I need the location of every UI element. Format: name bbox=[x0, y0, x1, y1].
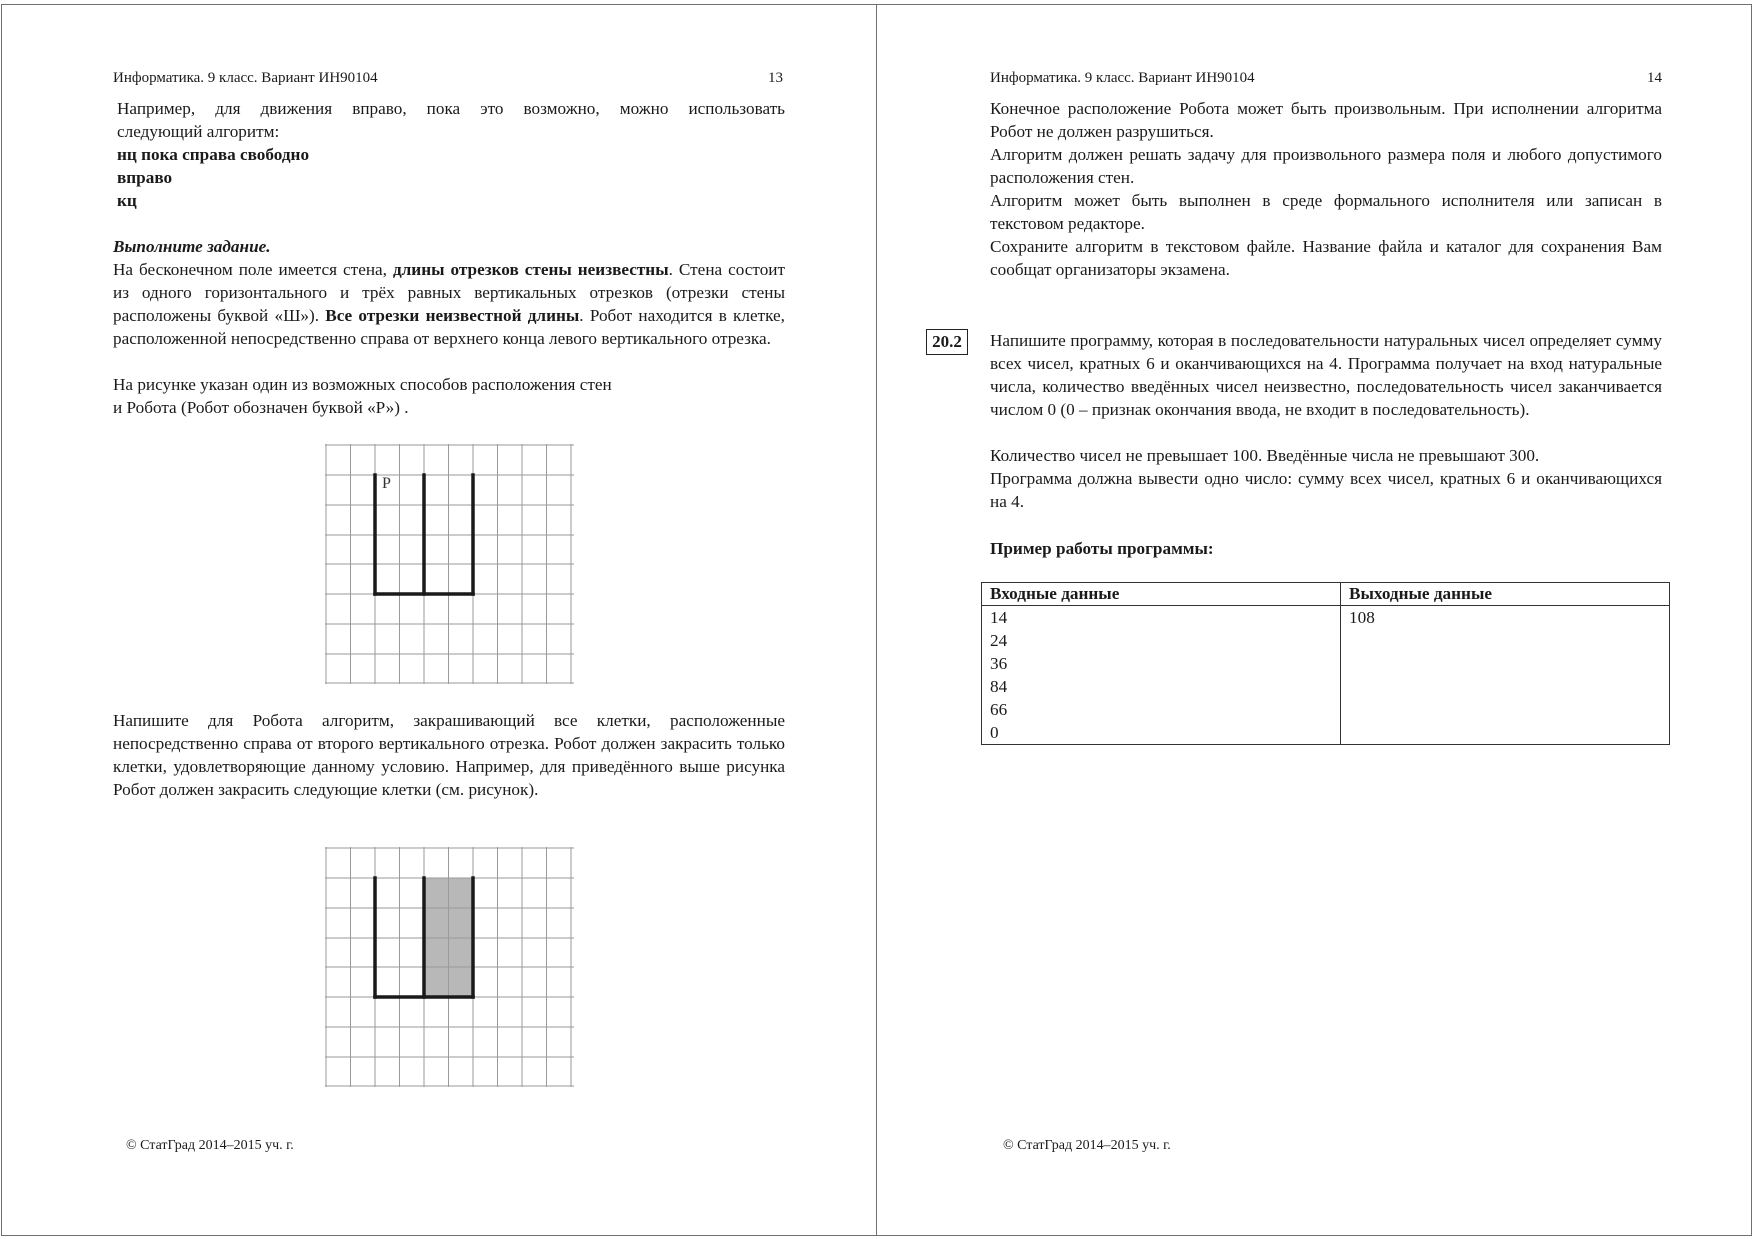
paragraph-1: Конечное расположение Робота может быть произвольным. При исполнении алгоритма Робот не должен разрушиться. bbox=[990, 99, 1662, 141]
task-p1-bold-b: Все отрезки неизвестной длины bbox=[325, 306, 580, 325]
task-paragraph-3: Напишите для Робота алгоритм, закрашивающий все клетки, расположенные непосредственно справа от второго вертикального отрезка. Робот должен закрасить только клетки, удовлетворяющие данному условию. Например, для приведённого выше рисунка Робот должен закрасить следующие клетки (см. рисунок). bbox=[113, 711, 785, 799]
code-line-3: кц bbox=[117, 191, 137, 210]
table-header-row bbox=[982, 583, 1670, 606]
footer-copyright: © СтатГрад 2014–2015 уч. г. bbox=[126, 1138, 294, 1153]
task-paragraph-1: Напишите программу, которая в последовательности натуральных чисел определяет сумму всех чисел, кратных 6 и оканчивающихся на 4. Программа получает на вход натуральные числа, количество введённых чисел неизвестно, последовательность чисел заканчивается числом 0 (0 – признак окончания ввода, не входит в последовательность). bbox=[990, 331, 1662, 419]
code-line-2: вправо bbox=[117, 168, 173, 187]
intro-line-1: Например, для движения вправо, пока это возможно, можно использовать bbox=[117, 99, 785, 118]
table-header-input: Входные данные bbox=[982, 583, 1341, 606]
table-row bbox=[982, 606, 1670, 745]
task-paragraph-2 bbox=[113, 373, 785, 419]
page-number: 13 bbox=[768, 70, 783, 86]
grid-lines bbox=[325, 444, 574, 684]
header-title: Информатика. 9 класс. Вариант ИН90104 bbox=[990, 70, 1255, 86]
paragraph-4: Сохраните алгоритм в текстовом файле. Название файла и каталог для сохранения Вам сообщат организаторы экзамена. bbox=[990, 237, 1662, 279]
task-paragraph-2: Количество чисел не превышает 100. Введённые числа не превышают 300. bbox=[990, 446, 1540, 465]
header-title: Информатика. 9 класс. Вариант ИН90104 bbox=[113, 70, 378, 86]
task-p1-text-c: . Робот находится в клетке, расположенной непосредственно справа от верхнего конца левого вертикального отрезка. bbox=[113, 306, 785, 348]
robot-field-figure-2 bbox=[325, 847, 574, 1087]
table-cell-output: 108 bbox=[1341, 606, 1670, 745]
task-p1-text-b: . Стена состоит из одного горизонтального и трёх равных вертикальных отрезков (отрезки стены расположены буквой «Ш»). bbox=[113, 260, 786, 325]
task-p2-line-1: На рисунке указан один из возможных способов расположения стен bbox=[113, 375, 612, 394]
table-header-output: Выходные данные bbox=[1341, 583, 1670, 606]
example-table bbox=[981, 582, 1670, 745]
example-heading: Пример работы программы: bbox=[990, 539, 1214, 558]
task-p1-text-a: На бесконечном поле имеется стена, bbox=[113, 260, 393, 279]
intro-text bbox=[117, 97, 785, 212]
table-cell-input: 14 24 36 84 66 0 bbox=[982, 606, 1341, 745]
task-p1-bold-a: длины отрезков стены неизвестны bbox=[392, 260, 669, 279]
task-paragraph-3: Программа должна вывести одно число: сумму всех чисел, кратных 6 и оканчивающихся на 4. bbox=[990, 469, 1662, 511]
right-page bbox=[877, 0, 1754, 1239]
robot-field-figure-1 bbox=[325, 444, 574, 684]
task-p2-line-2: и Робота (Робот обозначен буквой «Р») . bbox=[113, 398, 409, 417]
task-paragraph-1 bbox=[113, 258, 785, 350]
left-page bbox=[0, 0, 876, 1239]
task-heading: Выполните задание. bbox=[113, 237, 271, 256]
page-number: 14 bbox=[1647, 70, 1662, 86]
task-number-box: 20.2 bbox=[926, 329, 968, 355]
footer-copyright: © СтатГрад 2014–2015 уч. г. bbox=[1003, 1138, 1171, 1153]
code-line-1: нц пока справа свободно bbox=[117, 145, 310, 164]
intro-line-2: следующий алгоритм: bbox=[117, 122, 280, 141]
robot-label: Р bbox=[382, 475, 391, 492]
paragraph-3: Алгоритм может быть выполнен в среде формального исполнителя или записан в текстовом редакторе. bbox=[990, 191, 1662, 233]
paragraph-2: Алгоритм должен решать задачу для произвольного размера поля и любого допустимого расположения стен. bbox=[990, 145, 1662, 187]
